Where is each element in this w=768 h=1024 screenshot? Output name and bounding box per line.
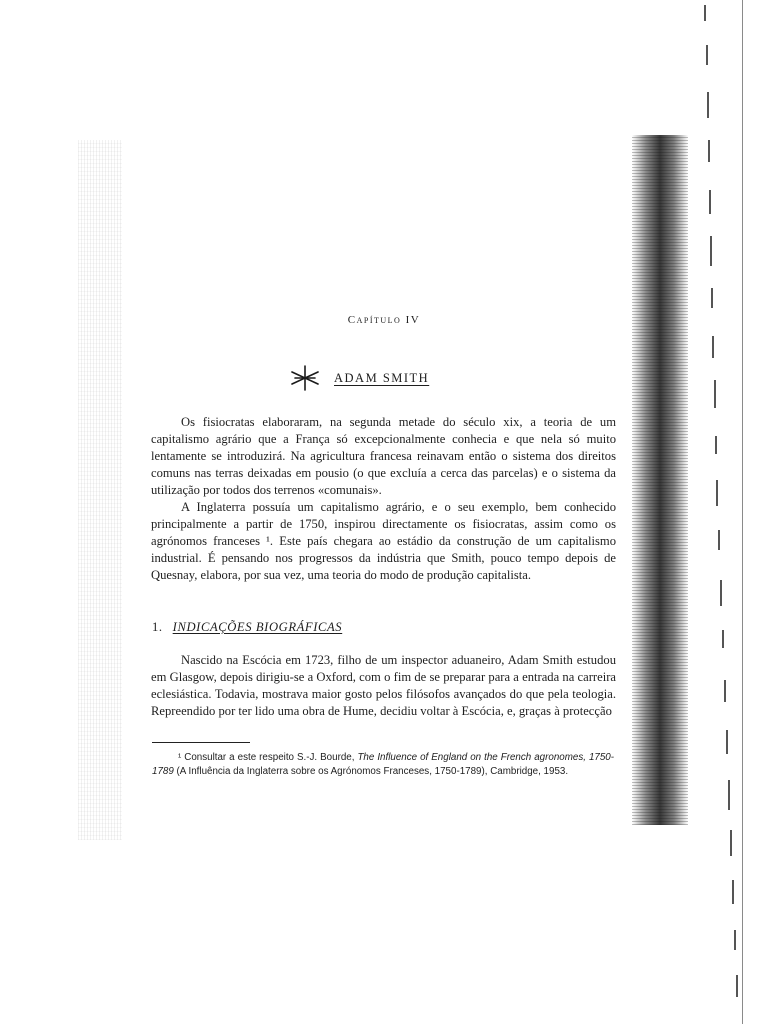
chapter-title: ADAM SMITH bbox=[334, 370, 430, 385]
scan-shadow-right bbox=[632, 135, 688, 825]
asterisk-icon bbox=[288, 363, 322, 393]
footnote-prefix: ¹ Consultar a este respeito S.-J. Bourde, bbox=[178, 752, 358, 763]
section-heading bbox=[152, 620, 342, 635]
footnote-title: The Influence of England on the French agronomes, 1750-1789 bbox=[152, 752, 614, 777]
footnote-divider bbox=[152, 742, 250, 743]
paragraph: Os fisiocratas elaboraram, na segunda metade do século xix, a teoria de um capitalismo agrário que a França só excepcionalmente conhecia e que nela só muito lentamente se introduzirá. Na agricultura francesa reinavam então o sistema dos direitos comuns nas terras deixadas em pousio (o que excluía a cerca das parcelas) e o sistema da utilização por todos dos terrenos «comunais». bbox=[151, 415, 616, 497]
paragraph: A Inglaterra possuía um capitalismo agrário, e o seu exemplo, bem conhecido principalmente a partir de 1750, inspirou directamente os fisiocratas, assim como os agrónomos franceses ¹. Este país chegara ao estádio da construção de um capitalismo industrial. É pensando nos progressos da indústria que Smith, pouco tempo depois de Quesnay, elabora, por sua vez, uma teoria do modo de produção capitalista. bbox=[151, 500, 616, 582]
section-number: 1. bbox=[152, 620, 163, 634]
chapter-heading bbox=[288, 362, 429, 394]
intro-text bbox=[151, 414, 616, 584]
chapter-label: Capítulo IV bbox=[347, 314, 421, 326]
footnote bbox=[152, 751, 614, 778]
paragraph: Nascido na Escócia em 1723, filho de um inspector aduaneiro, Adam Smith estudou em Glasgow, depois dirigiu-se a Oxford, com o fim de se preparar para a entrada na carreira eclesiástica. Todavia, mostrava maior gosto pelos filósofos avançados do que pela teologia. Repreendido por ter lido uma obra de Hume, decidiu voltar à Escócia, e, graças à protecção bbox=[151, 653, 616, 718]
page-edge-marks bbox=[700, 0, 750, 1024]
scan-shadow-left bbox=[78, 140, 122, 840]
section-text bbox=[151, 652, 616, 720]
section-title: INDICAÇÕES BIOGRÁFICAS bbox=[172, 620, 343, 634]
footnote-suffix: (A Influência da Inglaterra sobre os Agrónomos Franceses, 1750-1789), Cambridge, 1953. bbox=[173, 765, 569, 777]
